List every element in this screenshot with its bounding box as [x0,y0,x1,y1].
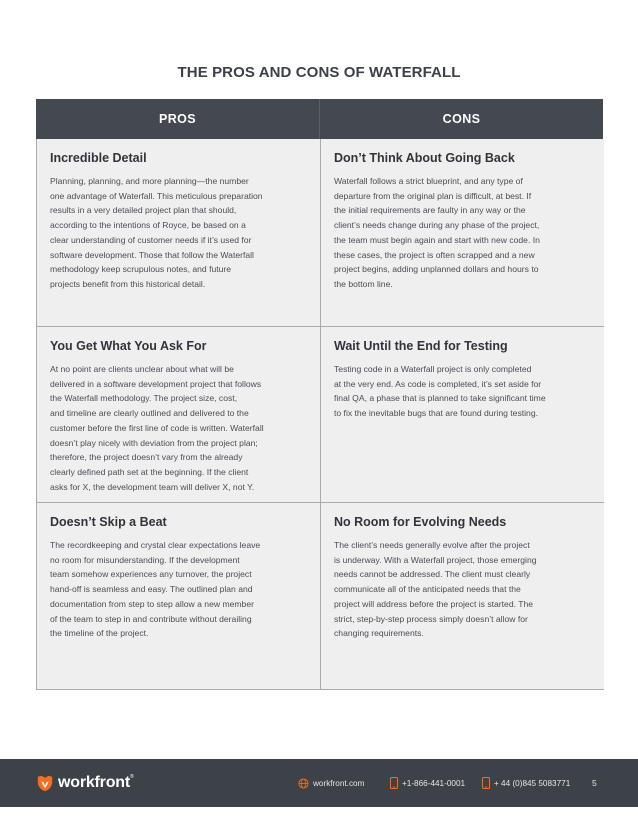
con-title: Wait Until the End for Testing [334,339,508,353]
phone-us-link[interactable] [390,759,465,807]
cons-column-header: CONS [319,99,603,139]
pros-cons-table [36,139,603,690]
phone-us-text: +1-866-441-0001 [402,778,466,788]
globe-icon [298,778,309,789]
phone-uk-link[interactable] [482,759,570,807]
pro-title: You Get What You Ask For [50,339,207,353]
website-link[interactable] [298,759,364,807]
workfront-lion-icon [36,774,54,792]
pro-cell [37,327,320,503]
logo-wordmark: workfront® [58,774,134,791]
con-cell [320,503,604,690]
table-header [36,99,603,139]
pro-body: The recordkeeping and crystal clear expectations leave no room for misunderstanding. If the development team somehow experiences any turnover, the project hand-off is seamless and easy. The outlined plan and documentation from step to step allow a new member of the team to step in and contribute without derailing the timeline of the project. [50,540,261,639]
con-body: Waterfall follows a strict blueprint, and any type of departure from the original plan is difficult, at best. If the initial requirements are faulty in any way or the client’s needs change during any phase of the project, the team must begin again and start with new code. In these cases, the project is often scrapped and a new project begins, adding unplanned dollars and hours to the bottom line. [334,176,540,289]
pro-title: Incredible Detail [50,151,147,165]
phone-icon [482,777,490,789]
pro-body: At no point are clients unclear about what will be delivered in a software development project that follows the Waterfall methodology. The project size, cost, and timeline are clearly outlined and delivered to the customer before the first line of code is written. Waterfall doesn’t play nicely with deviation from the project plan; therefore, the project doesn’t vary from the already clearly defined path set at the beginning. If the client asks for X, the development team will deliver X, not Y. [50,364,264,492]
pro-cell [37,139,320,327]
pro-title: Doesn’t Skip a Beat [50,515,167,529]
footer-bar [0,759,638,807]
pro-body: Planning, planning, and more planning—the number one advantage of Waterfall. This meticulous preparation results in a very detailed project plan that should, according to the intentions of Royce, be based on a clear understanding of customer needs if it’s used for software development. Those that follow the Waterfall methodology keep scrupulous notes, and future projects benefit from this historical detail. [50,176,263,289]
pro-cell [37,503,320,690]
phone-uk-text: + 44 (0)845 5083771 [494,778,571,788]
con-cell [320,139,604,327]
website-text: workfront.com [313,778,365,788]
con-body: The client’s needs generally evolve after the project is underway. With a Waterfall project, those emerging needs cannot be addressed. The client must clearly communicate all of the anticipated needs that the project will address before the project is started. The strict, step-by-step process simply doesn’t allow for changing requirements. [334,540,537,639]
page-title: THE PROS AND CONS OF WATERFALL [177,64,461,81]
con-title: Don’t Think About Going Back [334,151,515,165]
workfront-logo[interactable] [36,771,133,795]
con-title: No Room for Evolving Needs [334,515,507,529]
phone-icon [390,777,398,789]
con-cell [320,327,604,503]
page-number: 5 [592,778,597,788]
con-body: Testing code in a Waterfall project is only completed at the very end. As code is completed, it’s set aside for final QA, a phase that is planned to take significant time to fix the inevitable bugs that are found during testing. [334,364,546,419]
pros-column-header: PROS [158,112,197,126]
